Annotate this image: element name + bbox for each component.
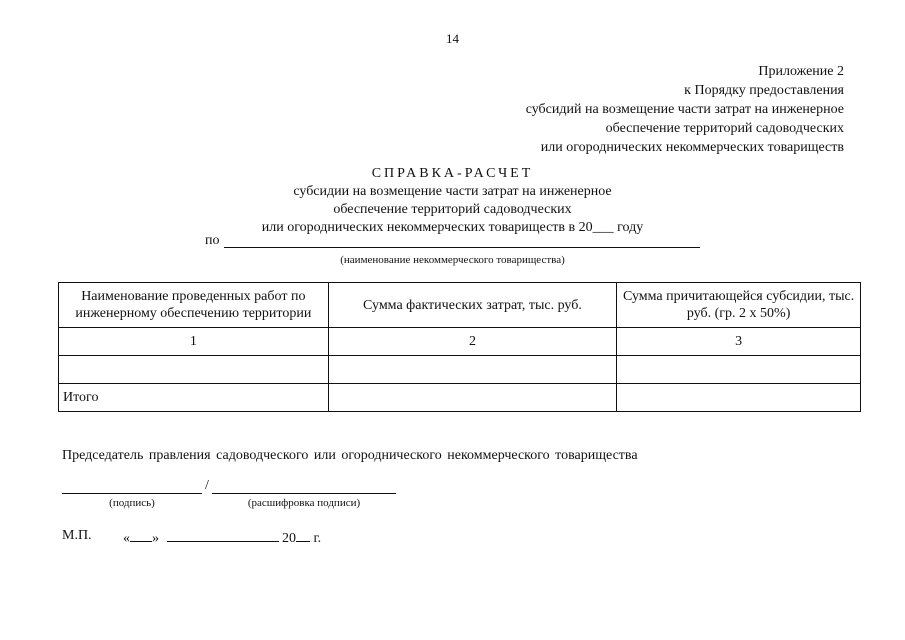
chairman-label: Председатель правления садоводческого или огороднического некоммерческого товарищества [62,448,638,463]
date-field [123,528,321,547]
table-header-row [59,283,861,328]
title-line: обеспечение территорий садоводческих [333,202,572,217]
month-blank[interactable] [167,528,279,542]
total-actual-costs[interactable] [328,384,617,412]
total-label: Итого [59,384,329,412]
appendix-line: обеспечение территорий садоводческих [605,121,844,136]
signature-slash: / [205,478,209,493]
appendix-line: субсидий на возмещение части затрат на инженерное [525,102,844,117]
appendix-line: или огороднических некоммерческих товариществ [540,140,844,155]
organization-blank[interactable] [224,247,700,248]
appendix-line: Приложение 2 [758,64,844,79]
table-cell[interactable] [59,356,329,384]
organization-caption: (наименование некоммерческого товарищества) [340,254,565,266]
total-subsidy[interactable] [617,384,861,412]
title-line: субсидии на возмещение части затрат на инженерное [293,184,612,199]
year-prefix: 20 [282,531,296,546]
header-works: Наименование проведенных работ по инженерному обеспечению территории [59,283,329,328]
column-number: 3 [617,328,861,356]
column-number: 2 [328,328,617,356]
appendix-note [526,62,844,157]
signature-decode-blank[interactable] [212,493,396,494]
date-open-quote: « [123,531,130,546]
title-line: или огороднических некоммерческих товариществ в 20___ году [261,220,644,235]
title-main: СПРАВКА-РАСЧЕТ [371,166,534,181]
page-number: 14 [446,31,459,46]
by-label: по [205,233,220,248]
date-close-quote: » [152,531,159,546]
signature-decode-caption: (расшифровка подписи) [247,497,361,509]
year-blank[interactable] [296,528,310,542]
stamp-place-label: М.П. [62,528,92,543]
year-suffix: г. [313,531,322,546]
table-cell[interactable] [328,356,617,384]
table-row [59,356,861,384]
signature-caption: (подпись) [109,497,155,509]
appendix-line: к Порядку предоставления [684,83,844,98]
column-number: 1 [59,328,329,356]
document-title [0,165,905,237]
signature-blank[interactable] [62,493,202,494]
header-subsidy: Сумма причитающейся субсидии, тыс. руб. (гр. 2 х 50%) [617,283,861,328]
column-number-row [59,328,861,356]
day-blank[interactable] [130,528,152,542]
table-cell[interactable] [617,356,861,384]
calculation-table [58,282,861,412]
header-actual-costs: Сумма фактических затрат, тыс. руб. [328,283,617,328]
total-row [59,384,861,412]
